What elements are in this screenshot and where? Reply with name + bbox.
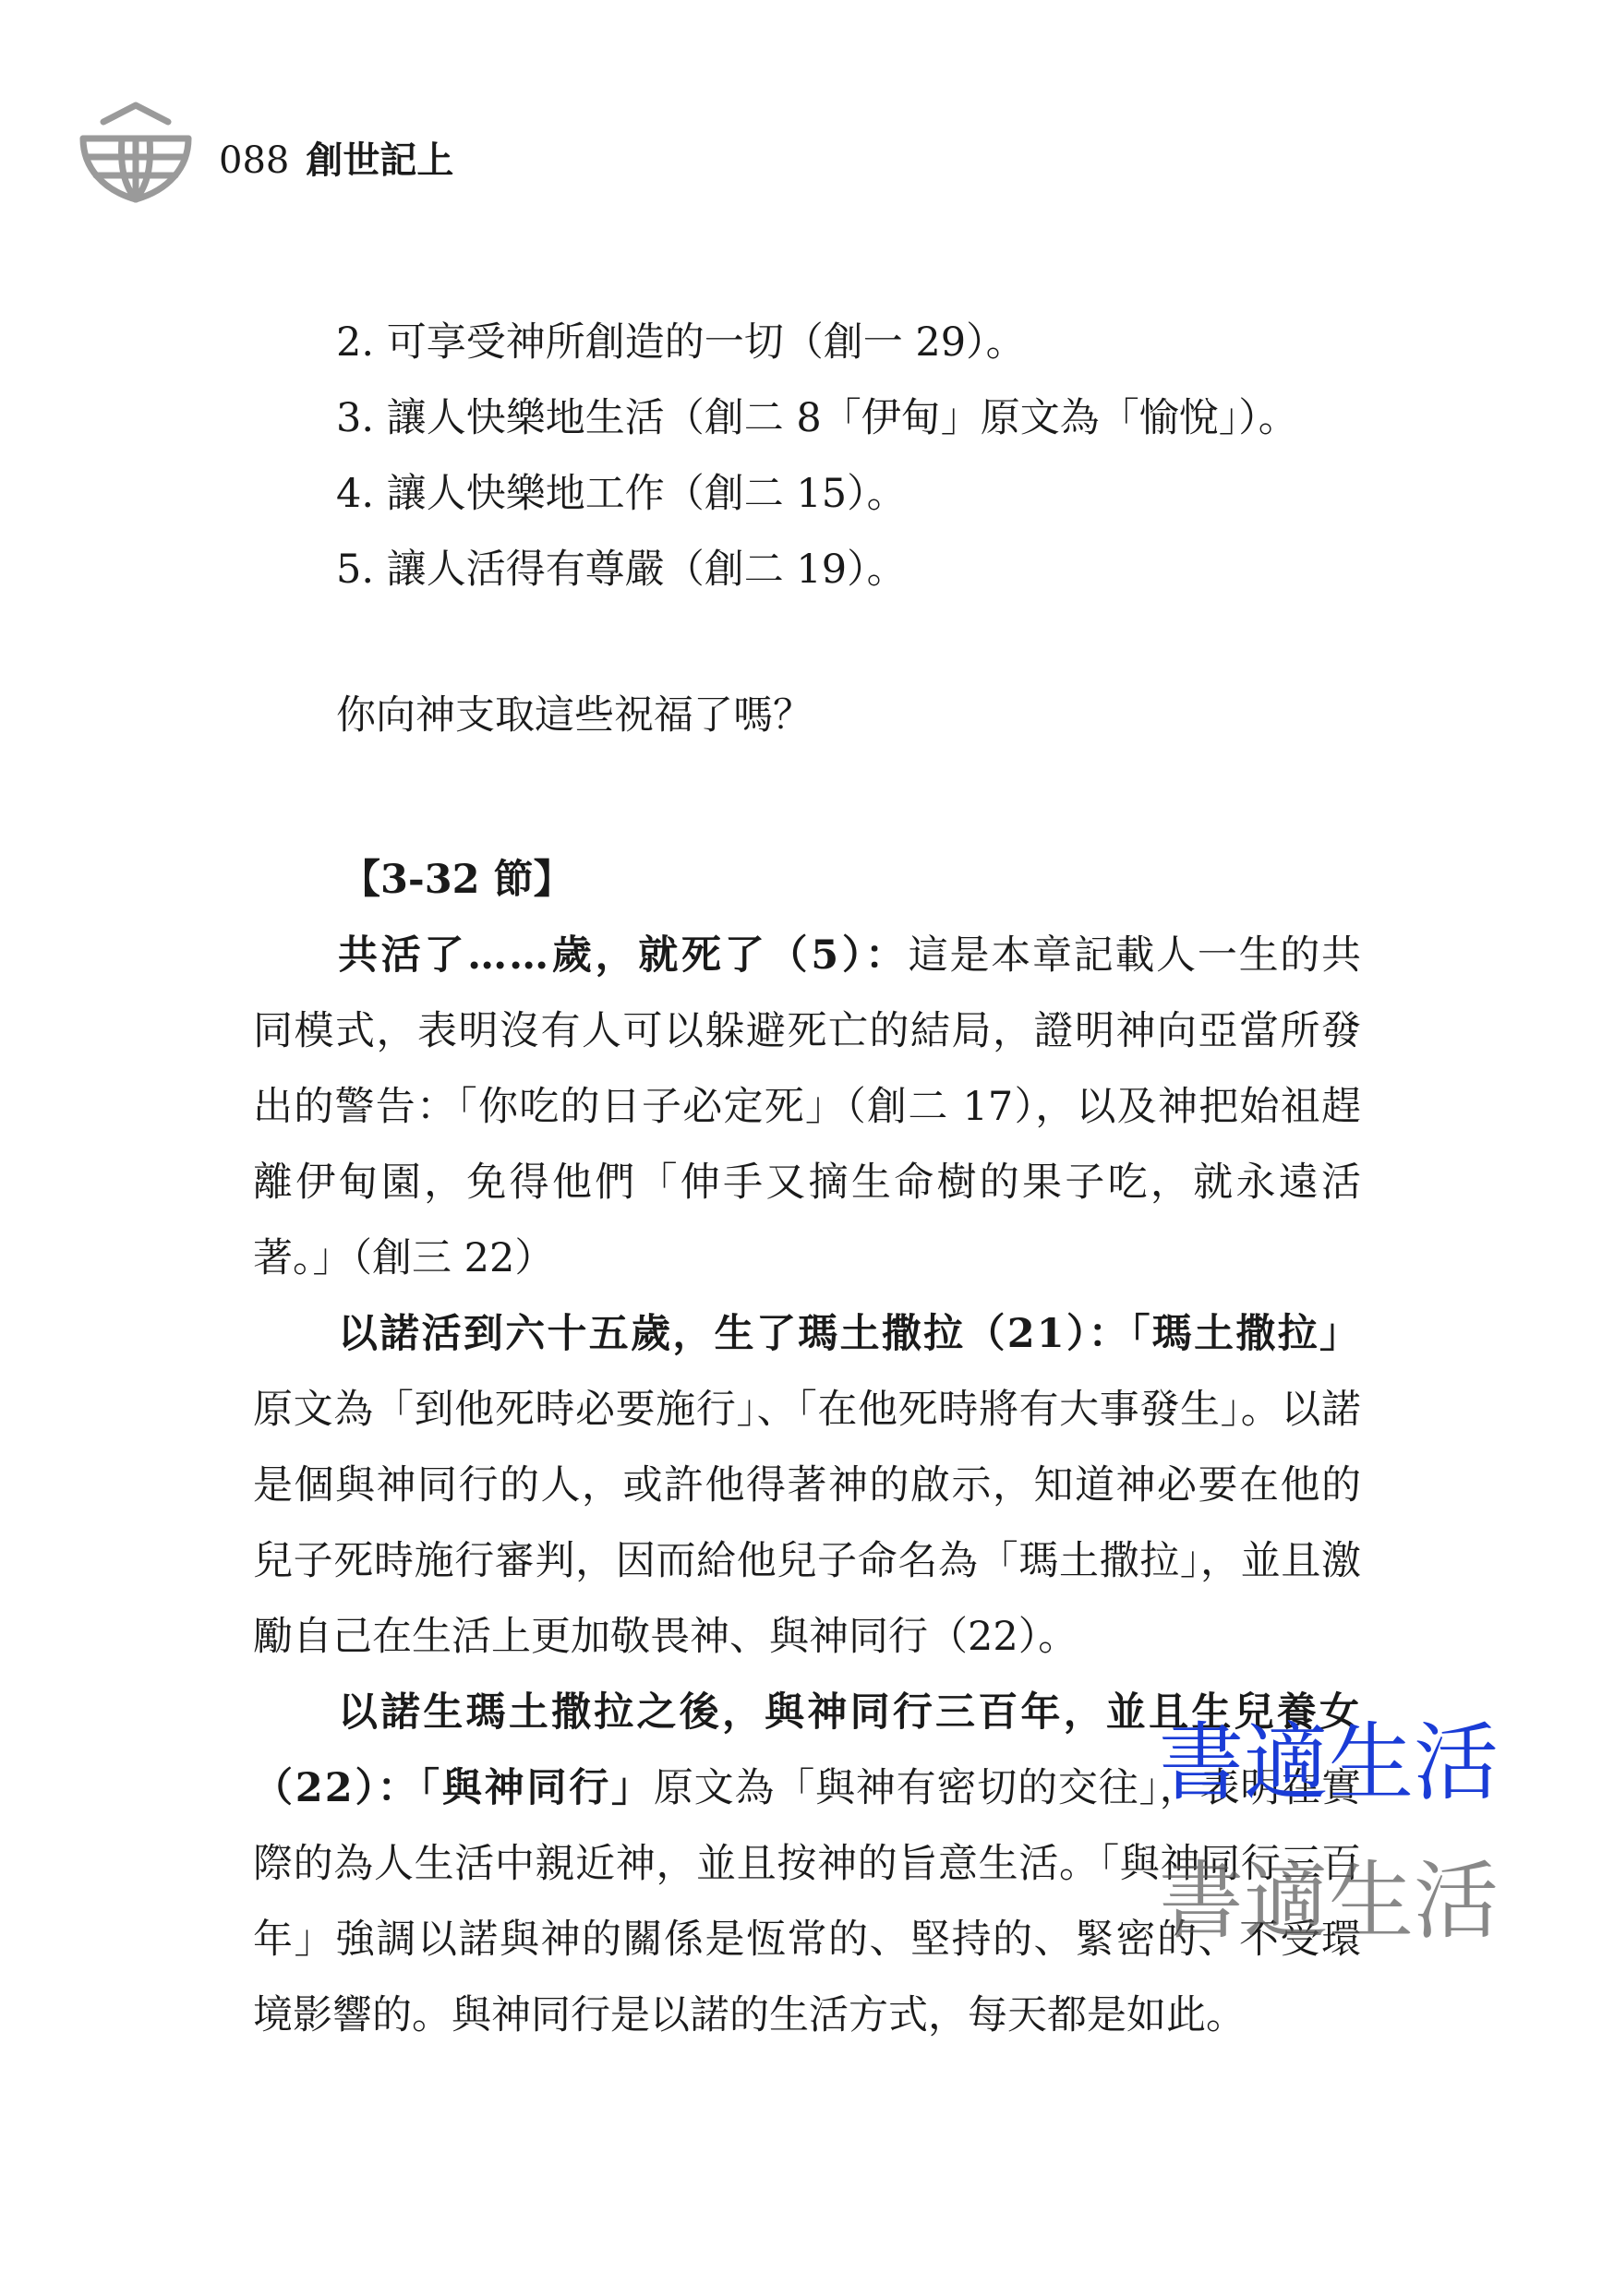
list-item: 3. 讓人快樂地生活（創二 8「伊甸」原文為「愉悅」）。: [336, 395, 1298, 441]
watermark-blue: 書適生活: [1158, 1713, 1499, 1812]
verse-lead: 以諾活到六十五歲，生了瑪土撒拉（21）：「瑪土撒拉」: [338, 1311, 1361, 1357]
watermark-gray: 書適生活: [1158, 1852, 1499, 1951]
ark-logo-icon: [76, 102, 196, 205]
section-heading: 【3-32 節】: [341, 857, 573, 903]
verse-lead: 共活了……歲，就死了（5）：: [338, 932, 909, 979]
commentary-text: 原文為「與神有密切的交往」，表明在實際的為人生活中親近神，並且按神的旨意生活。「與神同行三百年」強調以諾與神的關係是恆常的、堅持的、緊密的、不受環境影響的。與神同行是以諾的生活方式，每天都是如此。: [253, 1765, 1362, 2038]
page-number: 088: [219, 139, 290, 182]
commentary-paragraph: [253, 1296, 1361, 1675]
commentary-paragraph: [253, 918, 1361, 1296]
list-item: 5. 讓人活得有尊嚴（創二 19）。: [336, 547, 907, 593]
blessing-list: [253, 305, 1361, 607]
commentary-text: 這是本章記載人一生的共同模式，表明沒有人可以躲避死亡的結局，證明神向亞當所發出的警告：「你吃的日子必定死」（創二 17），以及神把始祖趕離伊甸園，免得他們「伸手又摘生命樹的果子吃，就永遠活著。」（創三 22）: [253, 932, 1362, 1281]
reflection-question: 你向神支取這些祝福了嗎？: [336, 692, 813, 739]
list-item: 4. 讓人快樂地工作（創二 15）。: [336, 471, 907, 517]
verse-lead: 以諾生瑪土撒拉之後，與神同行三百年，並且生兒養女（22）：「與神同行」: [253, 1689, 1361, 1811]
list-item: 2. 可享受神所創造的一切（創一 29）。: [336, 319, 1026, 366]
commentary-text: 原文為「到他死時必要施行」、「在他死時將有大事發生」。以諾是個與神同行的人，或許他得著神的啟示，知道神必要在他的兒子死時施行審判，因而給他兒子命名為「瑪土撒拉」，並且激勵自己在生活上更加敬畏神、與神同行（22）。: [253, 1387, 1361, 1660]
book-title: 創世記上: [306, 138, 454, 182]
running-head: [219, 138, 453, 183]
